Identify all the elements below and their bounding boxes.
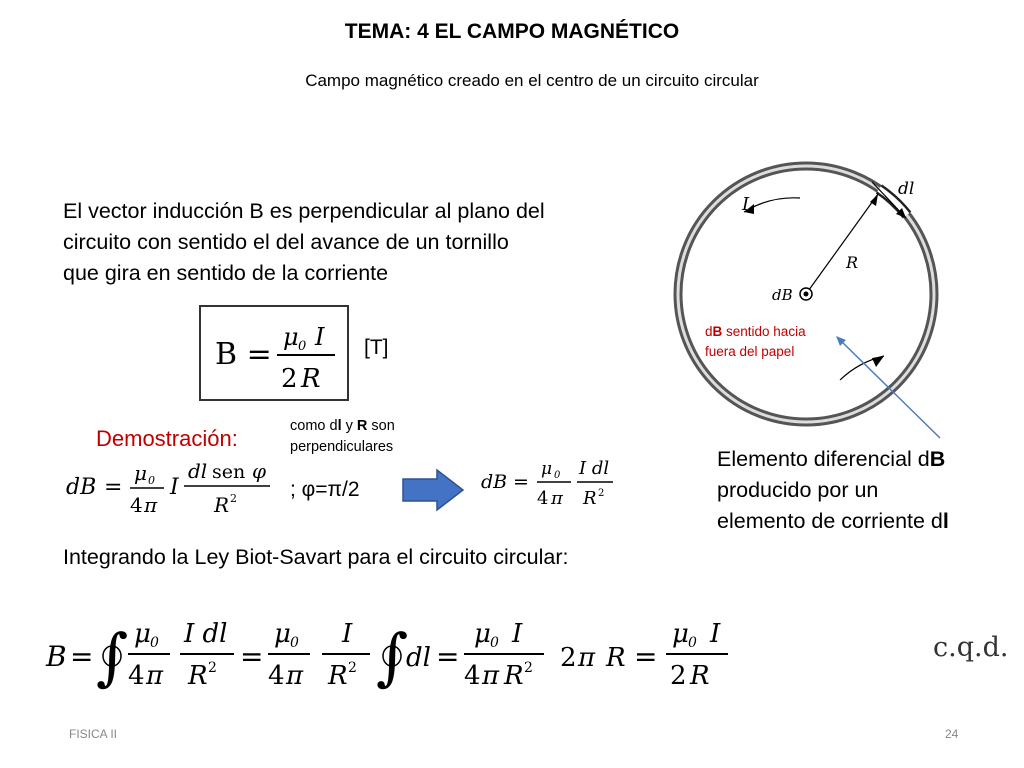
element-caption xyxy=(717,444,949,537)
svg-text:4: 4 xyxy=(268,661,285,691)
svg-text:I: I xyxy=(710,619,721,649)
svg-text:0: 0 xyxy=(298,339,307,354)
svg-text:dB: dB xyxy=(66,475,97,500)
svg-text:2: 2 xyxy=(524,660,533,676)
label-radius: R xyxy=(846,253,859,272)
label-current: I xyxy=(742,194,750,215)
result-formula-box xyxy=(199,305,349,401)
svg-text:R: R xyxy=(301,364,321,394)
svg-text:R: R xyxy=(328,661,348,691)
svg-text:∫: ∫ xyxy=(376,620,409,693)
svg-text:R: R xyxy=(690,661,710,691)
unit-tesla: [T] xyxy=(364,336,389,359)
slide-subtitle: Campo magnético creado en el centro de un circuito circular xyxy=(305,71,759,90)
svg-text:R: R xyxy=(606,643,626,673)
direction-note xyxy=(705,322,806,362)
element-caption-line-2: producido por un xyxy=(717,478,879,502)
svg-text:0: 0 xyxy=(150,635,159,651)
intro-paragraph xyxy=(63,196,599,289)
svg-text:2: 2 xyxy=(598,488,605,499)
svg-text:μ: μ xyxy=(274,619,291,649)
integration-sentence: Integrando la Ley Biot-Savart para el circuito circular: xyxy=(63,545,569,569)
right-arrow-icon xyxy=(401,468,465,512)
svg-text:μ: μ xyxy=(541,459,553,479)
svg-text:B: B xyxy=(46,640,67,673)
perpendicular-note xyxy=(290,416,395,458)
svg-text:=: = xyxy=(104,475,123,500)
svg-text:2: 2 xyxy=(208,660,217,676)
svg-text:0: 0 xyxy=(290,635,299,651)
svg-text:μ: μ xyxy=(134,461,147,485)
svg-text:2: 2 xyxy=(281,364,298,394)
svg-text:sen: sen xyxy=(212,461,246,483)
svg-text:=: = xyxy=(634,640,658,673)
svg-text:2: 2 xyxy=(348,660,357,676)
radius-line xyxy=(806,194,878,294)
simplified-differential xyxy=(479,452,619,512)
label-dB: dB xyxy=(772,286,793,304)
svg-text:dl: dl xyxy=(406,643,431,673)
svg-text:I dl: I dl xyxy=(184,619,228,649)
svg-text:=: = xyxy=(70,640,94,673)
direction-note-line-1: dB sentido hacia xyxy=(705,324,806,339)
label-dl: dl xyxy=(898,179,915,199)
svg-text:μ: μ xyxy=(283,323,299,351)
svg-text:π: π xyxy=(578,643,596,673)
svg-text:=: = xyxy=(240,640,264,673)
pointer-arrow xyxy=(838,338,940,438)
demonstration-label: Demostración: xyxy=(96,426,238,451)
svg-text:R: R xyxy=(583,488,597,509)
element-caption-line-1: Elemento diferencial dB xyxy=(717,447,946,471)
svg-text:R: R xyxy=(188,661,208,691)
biot-savart-differential xyxy=(64,456,284,522)
svg-text:4: 4 xyxy=(537,488,549,509)
cqd-label: c.q.d. xyxy=(933,632,1009,663)
intro-line-1: El vector inducción B es perpendicular al plano del xyxy=(63,199,545,223)
svg-text:μ: μ xyxy=(134,619,151,649)
svg-text:0: 0 xyxy=(554,470,561,481)
svg-text:R: R xyxy=(504,661,524,691)
intro-line-3: que gira en sentido de la corriente xyxy=(63,261,389,285)
svg-text:4: 4 xyxy=(464,661,481,691)
integral-equation xyxy=(44,610,744,696)
svg-text:B =: B = xyxy=(215,337,272,372)
svg-text:π: π xyxy=(146,661,164,691)
svg-text:=: = xyxy=(436,640,460,673)
svg-text:2: 2 xyxy=(670,661,687,691)
svg-text:π: π xyxy=(482,661,500,691)
svg-text:4: 4 xyxy=(130,493,143,517)
svg-text:4: 4 xyxy=(128,661,145,691)
perpendicular-note-line-2: perpendiculares xyxy=(290,439,394,455)
result-formula xyxy=(201,307,347,399)
slide-title: TEMA: 4 EL CAMPO MAGNÉTICO xyxy=(344,20,680,43)
svg-text:μ: μ xyxy=(474,619,491,649)
svg-text:=: = xyxy=(513,471,529,493)
phi-condition: ; φ=π/2 xyxy=(290,478,360,501)
svg-text:0: 0 xyxy=(148,474,155,487)
svg-text:I: I xyxy=(342,619,353,649)
svg-text:2: 2 xyxy=(230,492,237,505)
footer-course: FISICA II xyxy=(69,727,118,741)
svg-text:I: I xyxy=(170,475,179,500)
element-caption-line-3: elemento de corriente dl xyxy=(717,509,949,533)
svg-text:μ: μ xyxy=(672,619,689,649)
svg-text:I dl: I dl xyxy=(579,458,610,479)
footer-page-number: 24 xyxy=(945,727,959,741)
circular-circuit-diagram xyxy=(660,160,960,450)
svg-text:I: I xyxy=(315,323,325,351)
intro-line-2: circuito con sentido el del avance de un tornillo xyxy=(63,230,509,254)
svg-text:∫: ∫ xyxy=(96,620,129,693)
svg-text:I: I xyxy=(512,619,523,649)
perpendicular-note-line-1: como dl y R son xyxy=(290,418,395,434)
svg-text:dl: dl xyxy=(188,459,208,483)
svg-text:0: 0 xyxy=(490,635,499,651)
svg-text:π: π xyxy=(286,661,304,691)
svg-text:π: π xyxy=(551,488,563,509)
svg-text:R: R xyxy=(214,493,230,517)
svg-text:2: 2 xyxy=(560,643,577,673)
svg-text:π: π xyxy=(144,493,158,517)
direction-note-line-2: fuera del papel xyxy=(705,344,795,359)
svg-text:φ: φ xyxy=(252,459,267,483)
svg-text:0: 0 xyxy=(688,635,697,651)
svg-text:dB: dB xyxy=(481,471,508,493)
